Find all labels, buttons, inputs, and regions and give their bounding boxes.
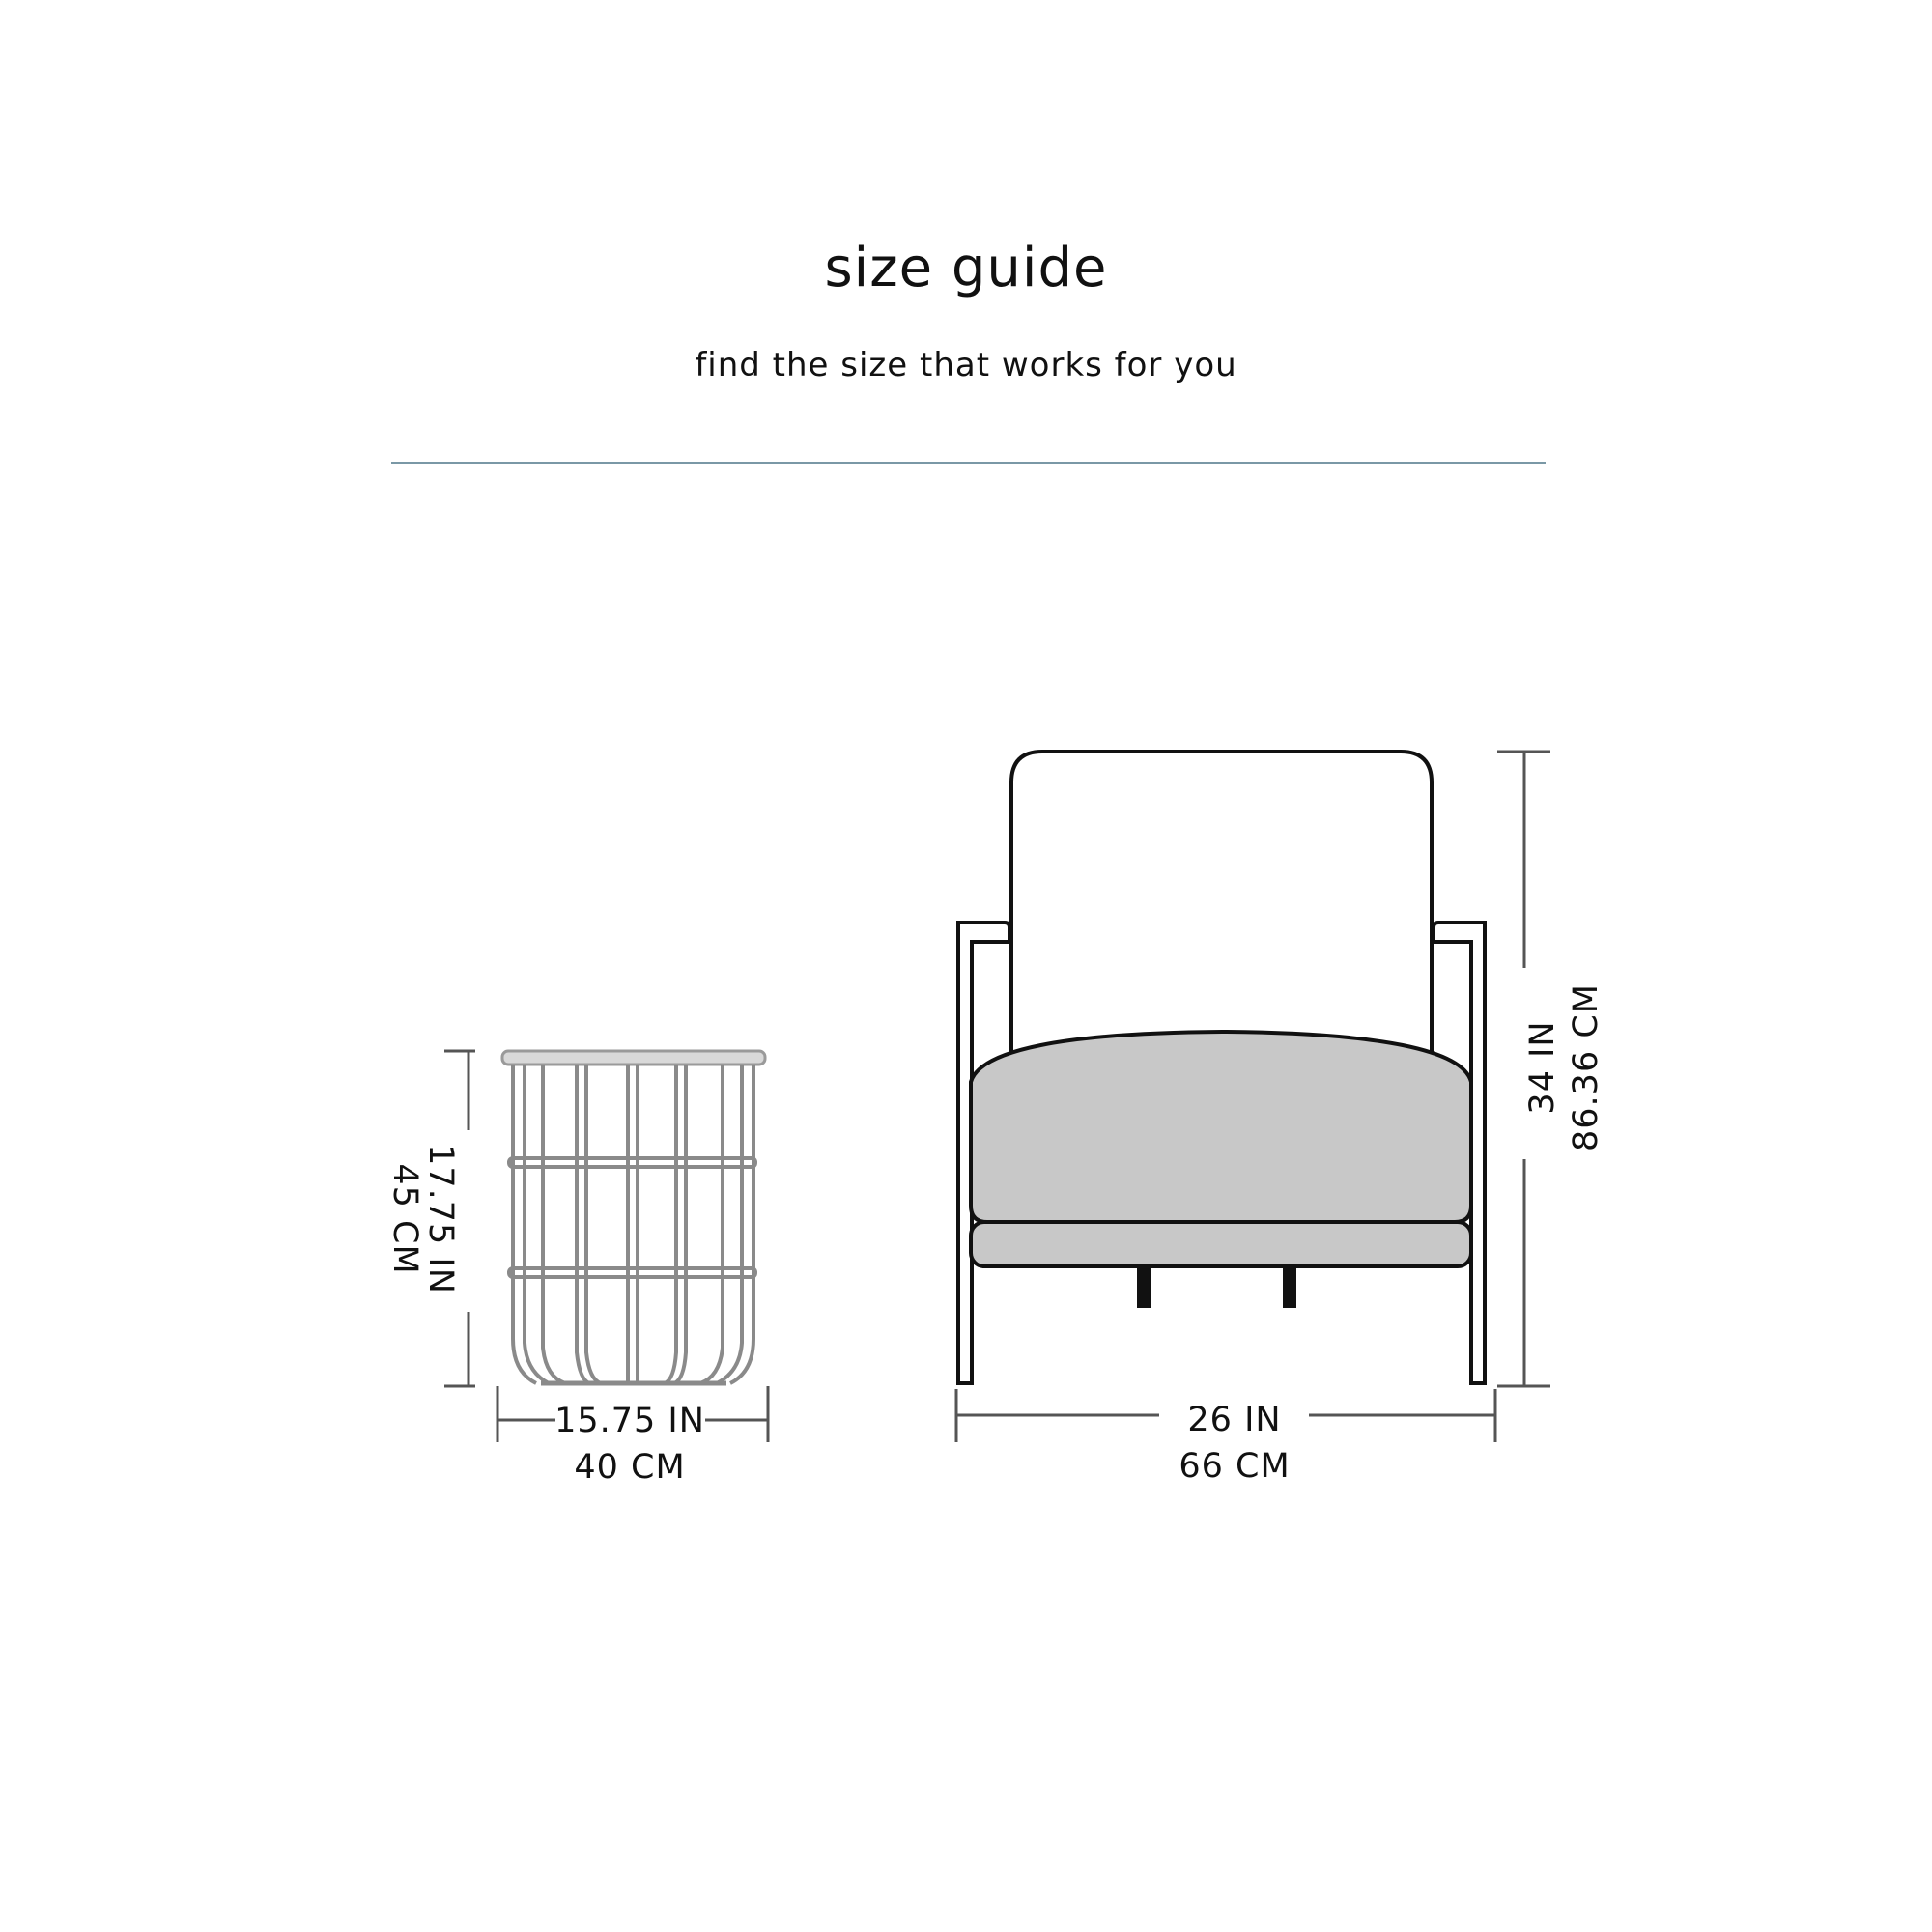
table-wire: [543, 1065, 565, 1383]
base-cushion: [971, 1222, 1471, 1266]
chair-height-cm-label: 86.36 CM: [1567, 983, 1605, 1151]
table-height-cm-label: 45 CM: [385, 1163, 424, 1275]
table-wire: [717, 1065, 742, 1383]
chair-leg: [1283, 1265, 1296, 1308]
page-title: size guide: [824, 237, 1108, 299]
chair-width-in-label: 26 IN: [1187, 1401, 1282, 1439]
page-subtitle: find the size that works for you: [695, 346, 1237, 384]
table-wire: [525, 1065, 549, 1383]
table-top: [502, 1051, 765, 1065]
table-ring: [509, 1268, 755, 1277]
table-ring: [509, 1158, 755, 1167]
armchair-illustration: [958, 752, 1485, 1383]
table-height-in-label: 17.75 IN: [421, 1144, 460, 1294]
seat-cushion: [971, 1032, 1471, 1222]
backrest: [1011, 752, 1432, 1063]
table-wire: [665, 1065, 676, 1383]
side-table-illustration: [502, 1051, 765, 1383]
table-width-cm-label: 40 CM: [574, 1448, 686, 1487]
chair-leg: [1137, 1265, 1151, 1308]
chair-width-cm-label: 66 CM: [1179, 1447, 1291, 1486]
chair-height-in-label: 34 IN: [1523, 1020, 1562, 1115]
table-wire: [700, 1065, 723, 1383]
table-wire: [586, 1065, 601, 1383]
table-width-in-label: 15.75 IN: [554, 1402, 705, 1440]
